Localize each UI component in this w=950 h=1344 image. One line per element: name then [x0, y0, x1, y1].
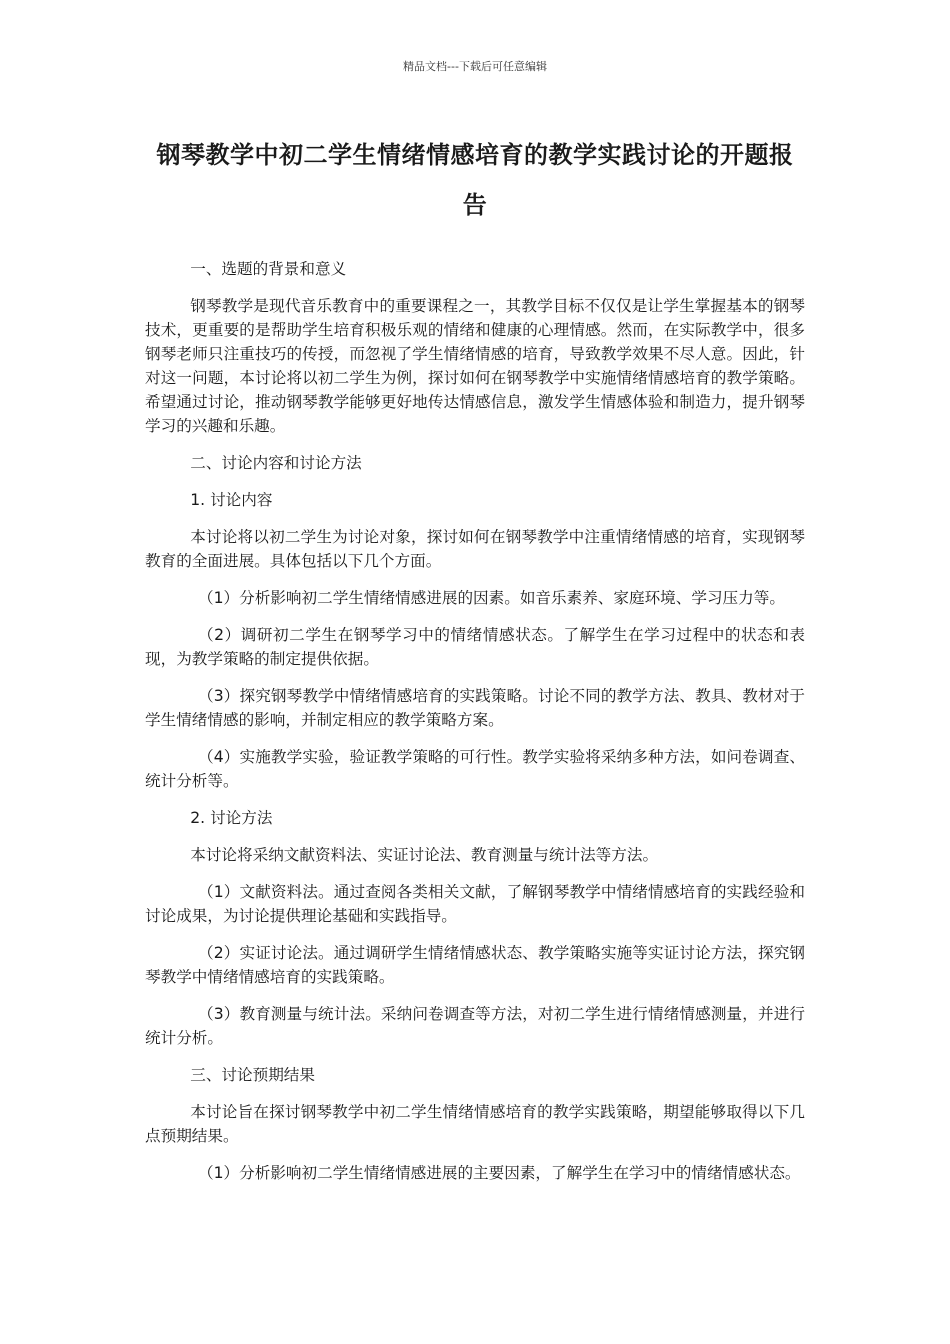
list-item: （2）调研初二学生在钢琴学习中的情绪情感状态。了解学生在学习过程中的状态和表现，为教学策略的制定提供依据。: [145, 626, 805, 668]
list-item: （1）文献资料法。通过查阅各类相关文献，了解钢琴教学中情绪情感培育的实践经验和讨论成果，为讨论提供理论基础和实践指导。: [145, 883, 805, 925]
section-heading-expected-results: 三、讨论预期结果: [190, 1066, 315, 1084]
list-item: （1）分析影响初二学生情绪情感进展的主要因素，了解学生在学习中的情绪情感状态。: [198, 1164, 801, 1182]
subheading-content: 1. 讨论内容: [190, 491, 273, 509]
document-title: 钢琴教学中初二学生情绪情感培育的教学实践讨论的开题报告: [156, 141, 794, 219]
list-item: （1）分析影响初二学生情绪情感进展的因素。如音乐素养、家庭环境、学习压力等。: [198, 589, 785, 607]
list-item: （4）实施教学实验，验证教学策略的可行性。教学实验将采纳多种方法，如问卷调查、统计分析等。: [145, 748, 805, 790]
section-heading-content-method: 二、讨论内容和讨论方法: [190, 454, 362, 472]
paragraph-background: 钢琴教学是现代音乐教育中的重要课程之一，其教学目标不仅仅是让学生掌握基本的钢琴技术，更重要的是帮助学生培育积极乐观的情绪和健康的心理情感。然而，在实际教学中，很多钢琴老师只注重技巧的传授，而忽视了学生情绪情感的培育，导致教学效果不尽人意。因此，针对这一问题，本讨论将以初二学生为例，探讨如何在钢琴教学中实施情绪情感培育的教学策略。希望通过讨论，推动钢琴教学能够更好地传达情感信息，激发学生情感体验和制造力，提升钢琴学习的兴趣和乐趣。: [145, 297, 805, 435]
list-item: （2）实证讨论法。通过调研学生情绪情感状态、教学策略实施等实证讨论方法，探究钢琴教学中情绪情感培育的实践策略。: [145, 944, 805, 986]
document-body: [145, 257, 805, 1198]
paragraph-results-intro: 本讨论旨在探讨钢琴教学中初二学生情绪情感培育的教学实践策略，期望能够取得以下几点预期结果。: [145, 1103, 805, 1145]
paragraph-method-intro: 本讨论将采纳文献资料法、实证讨论法、教育测量与统计法等方法。: [190, 846, 659, 864]
subheading-method: 2. 讨论方法: [190, 809, 273, 827]
section-heading-background: 一、选题的背景和意义: [190, 260, 347, 278]
list-item: （3）教育测量与统计法。采纳问卷调查等方法，对初二学生进行情绪情感测量，并进行统计分析。: [145, 1005, 805, 1047]
header-note: 精品文档---下载后可任意编辑: [403, 60, 547, 73]
paragraph-content-intro: 本讨论将以初二学生为讨论对象，探讨如何在钢琴教学中注重情绪情感的培育，实现钢琴教育的全面进展。具体包括以下几个方面。: [145, 528, 805, 570]
list-item: （3）探究钢琴教学中情绪情感培育的实践策略。讨论不同的教学方法、教具、教材对于学生情绪情感的影响，并制定相应的教学策略方案。: [145, 687, 805, 729]
